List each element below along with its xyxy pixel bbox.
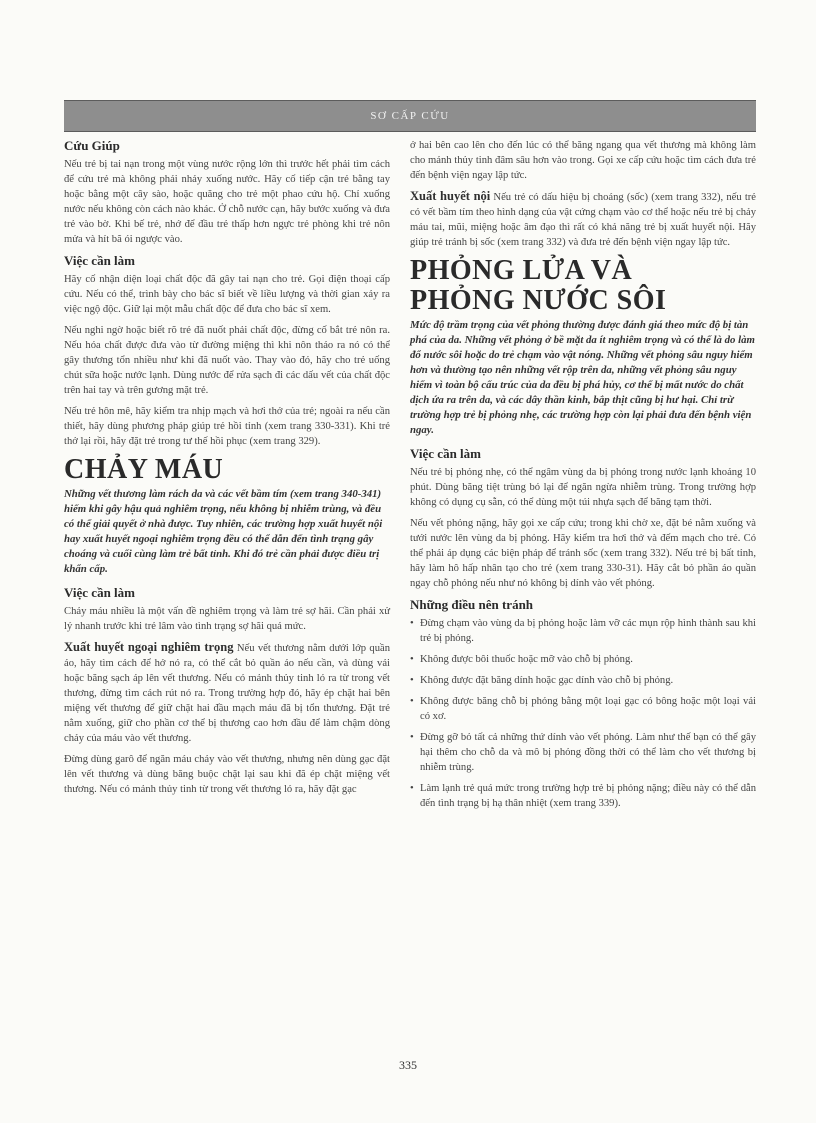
- left-column: [64, 138, 390, 803]
- list-item: • Không được bôi thuốc hoặc mỡ vào chỗ bị phỏng.: [410, 654, 633, 665]
- viec-can-lam-heading-2: Việc cần làm: [64, 585, 135, 600]
- paragraph: Nếu nghi ngờ hoặc biết rõ trẻ đã nuốt phải chất độc, đừng cố bắt trẻ nôn ra. Nếu hóa chất được đưa vào từ đường miệng thì khi nôn thảo ra nó có thể gây thương tổn nhiều như khi đã nuốt vào. Thay vào đó, hãy cho trẻ uống chút sữa hoặc nước lạnh. Dùng nước để rửa sạch đi các dấu vết của chất độc trên hai tay và trên gương mặt trẻ.: [64, 325, 390, 396]
- chay-mau-title: CHẢY MÁU: [64, 454, 224, 485]
- list-item: • Đừng gỡ bỏ tất cả những thứ dính vào vết phỏng. Làm như thế bạn có thể gây hại thêm cho chỗ da và mô bị phỏng đồng thời có thể làm cho vết thương bị nhiễm trùng.: [410, 732, 756, 773]
- avoid-heading: Những điều nên tránh: [410, 597, 534, 612]
- avoid-list: [410, 616, 756, 811]
- cuu-giup-heading: Cứu Giúp: [64, 138, 120, 153]
- viec-can-lam-heading-1: Việc cần làm: [64, 253, 135, 268]
- list-item: • Đừng chạm vào vùng da bị phỏng hoặc làm vỡ các mụn rộp hình thành sau khi trẻ bị phỏng.: [410, 618, 756, 644]
- page-number: 335: [399, 1058, 417, 1072]
- bullet-icon: •: [410, 732, 414, 743]
- phong-title: [410, 256, 756, 316]
- xuat-huyet-ngoai-paragraph: [64, 640, 390, 746]
- xuat-huyet-ngoai-text: Nếu vết thương nằm dưới lớp quần áo, hãy tìm cách để hở nó ra, có thể cắt bỏ quần áo nếu cần, và dùng vải hoặc băng sạch áp lên vết thương. Nếu có mảnh thủy tinh ló ra từ trong vết thương, đừng tìm cách rút nó ra. Trong trường hợp đó, hãy ép chặt hai bên miệng vết thương để giữ chặt hai đầu mạch máu đã bị tổn thương. Đặt trẻ nằm xuống, giữ cho phần cơ thể bị thương cao hơn đầu để làm chậm dòng chảy của máu vào vết thương.: [64, 643, 390, 744]
- phong-title-line-2: PHỎNG NƯỚC SÔI: [410, 285, 667, 316]
- bullet-icon: •: [410, 618, 414, 629]
- paragraph: Nếu vết phỏng nặng, hãy gọi xe cấp cứu; trong khi chờ xe, đặt bé nằm xuống và tưới nước lên vùng da bị phỏng. Hãy kiểm tra hơi thở và đếm mạch cho trẻ. Có thể phải áp dụng các biện pháp để tránh sốc (xem trang 332). Nếu trẻ bị bất tỉnh, hãy làm hô hấp nhân tạo cho trẻ (xem trang 330-31). Hãy cắt bỏ phần áo quần ngay chỗ phỏng nếu như nó không bị dính vào vết phỏng.: [410, 518, 756, 589]
- paragraph: Đừng dùng garô để ngăn máu chảy vào vết thương, nhưng nên dùng gạc đặt lên vết thương và dùng băng buộc chặt lại sau khi đã ép chặt miệng vết thương. Nếu có mảnh thủy tinh từ trong vết thương ló ra, hãy đặt gạc: [64, 754, 390, 795]
- xuat-huyet-noi-paragraph: [410, 189, 756, 250]
- chay-mau-intro: Những vết thương làm rách da và các vết bầm tím (xem trang 340-341) hiếm khi gây hậu quả nghiêm trọng, nếu không bị nhiễm trùng, và đều có thể giải quyết ở nhà được. Tuy nhiên, các trường hợp xuất huyết nội hay xuất huyết ngoại nghiêm trọng đều có thể dẫn đến tình trạng gây choáng và cuối cùng làm trẻ bất tỉnh. Khi đó trẻ cần phải được điều trị khẩn cấp.: [64, 488, 383, 575]
- viec-can-lam-heading-3: Việc cần làm: [410, 446, 481, 461]
- section-header-title: SƠ CẤP CỨU: [370, 110, 450, 122]
- bullet-icon: •: [410, 783, 414, 794]
- bullet-icon: •: [410, 696, 414, 707]
- paragraph: Hãy cố nhận diện loại chất độc đã gây tai nạn cho trẻ. Gọi điện thoại cấp cứu. Nếu có thể, trình bày cho bác sĩ biết về liều lượng và thời gian xảy ra việc ngộ độc. Giữ lại một mẫu chất độc để đưa cho bác sĩ xem.: [64, 274, 390, 315]
- section-header-band: [64, 100, 756, 132]
- list-item: • Không được đặt băng dính hoặc gạc dính vào chỗ bị phỏng.: [410, 675, 674, 686]
- list-item: • Làm lạnh trẻ quá mức trong trường hợp trẻ bị phỏng nặng; điều này có thể dẫn đến tình trạng bị hạ thân nhiệt (xem trang 339).: [410, 783, 756, 809]
- cuu-giup-text: Nếu trẻ bị tai nạn trong một vùng nước rộng lớn thì trước hết phải tìm cách để cứu trẻ mà không phải nhảy xuống nước. Hãy cố tiếp cận trẻ bằng tay hoặc bằng một cây sào, hoặc quăng cho trẻ một phao cứu hộ. Chỉ xuống nước nếu không còn cách nào khác. Ở chỗ nước cạn, hãy bước xuống và đưa trẻ vào bờ. Khi bế trẻ, nhớ để đầu trẻ thấp hơn ngực trẻ phòng khi trẻ nôn mửa và hít bã ói ngược vào.: [64, 159, 390, 245]
- list-item: • Không được băng chỗ bị phỏng bằng một loại gạc có bông hoặc một loại vải có xơ.: [410, 696, 756, 722]
- paragraph: Nếu trẻ bị phỏng nhẹ, có thể ngâm vùng da bị phỏng trong nước lạnh khoảng 10 phút. Dùng băng tiệt trùng bó lại để ngăn ngừa nhiễm trùng. Trong trường hợp không có dụng cụ sẵn, có thể dùng một túi nhựa sạch để băng tạm thời.: [410, 467, 756, 508]
- xuat-huyet-noi-lead: Xuất huyết nội: [410, 189, 491, 203]
- phong-intro: Mức độ trầm trọng của vết phỏng thường được đánh giá theo mức độ bị tàn phá của da. Những vết phỏng ở bề mặt da ít nghiêm trọng và có thể là do làm đổ nước sôi hoặc do trẻ chạm vào vật nóng. Những vết phỏng sâu nguy hiểm hơn và thường tạo nên những vết rộp trên da, những vết phỏng sâu nguy hiểm vì toàn bộ cấu trúc của da đều bị phá hủy, cơ thể bị mất nước do chất dịch ứa ra trên da, và các dây thần kinh, bắp thịt cũng bị hư hại. Chỉ trừ trường hợp trẻ bị phỏng nhẹ, các trường hợp còn lại phải đưa đến bệnh viện ngay.: [410, 319, 755, 436]
- xuat-huyet-ngoai-lead: Xuất huyết ngoại nghiêm trọng: [64, 640, 234, 654]
- paragraph: Nếu trẻ hôn mê, hãy kiểm tra nhịp mạch và hơi thở của trẻ; ngoài ra nếu cần thiết, hãy dùng phương pháp giúp trẻ hồi tỉnh (xem trang 330-331). Khi trẻ thở lại rồi, hãy đặt trẻ trong tư thế hồi phục (xem trang 329).: [64, 406, 390, 447]
- phong-title-line-1: PHỎNG LỬA VÀ: [410, 255, 633, 286]
- bullet-icon: •: [410, 675, 414, 686]
- continued-paragraph: ở hai bên cao lên cho đến lúc có thể băng ngang qua vết thương mà không làm cho mảnh thủy tinh đâm sâu hơn vào trong. Gọi xe cấp cứu hoặc tìm cách đưa trẻ đến bệnh viện ngay lập tức.: [410, 140, 756, 181]
- bullet-icon: •: [410, 654, 414, 665]
- paragraph: Chảy máu nhiều là một vấn đề nghiêm trọng và làm trẻ sợ hãi. Cần phải xử lý nhanh trước khi trẻ lâm vào tình trạng sợ hãi quá mức.: [64, 606, 390, 632]
- xuat-huyet-noi-text: Nếu trẻ có dấu hiệu bị choáng (sốc) (xem trang 332), nếu trẻ có vết bầm tím theo hình dạng của vật cứng chạm vào cơ thể hoặc nếu trẻ bị chảy máu tai, mũi, miệng hoặc âm đạo thì rất có khả năng trẻ bị xuất huyết nội. Hãy giúp trẻ tránh bị sốc (xem trang 332) và đưa trẻ đến bệnh viện ngay lập tức.: [410, 192, 756, 248]
- right-column: [410, 138, 756, 817]
